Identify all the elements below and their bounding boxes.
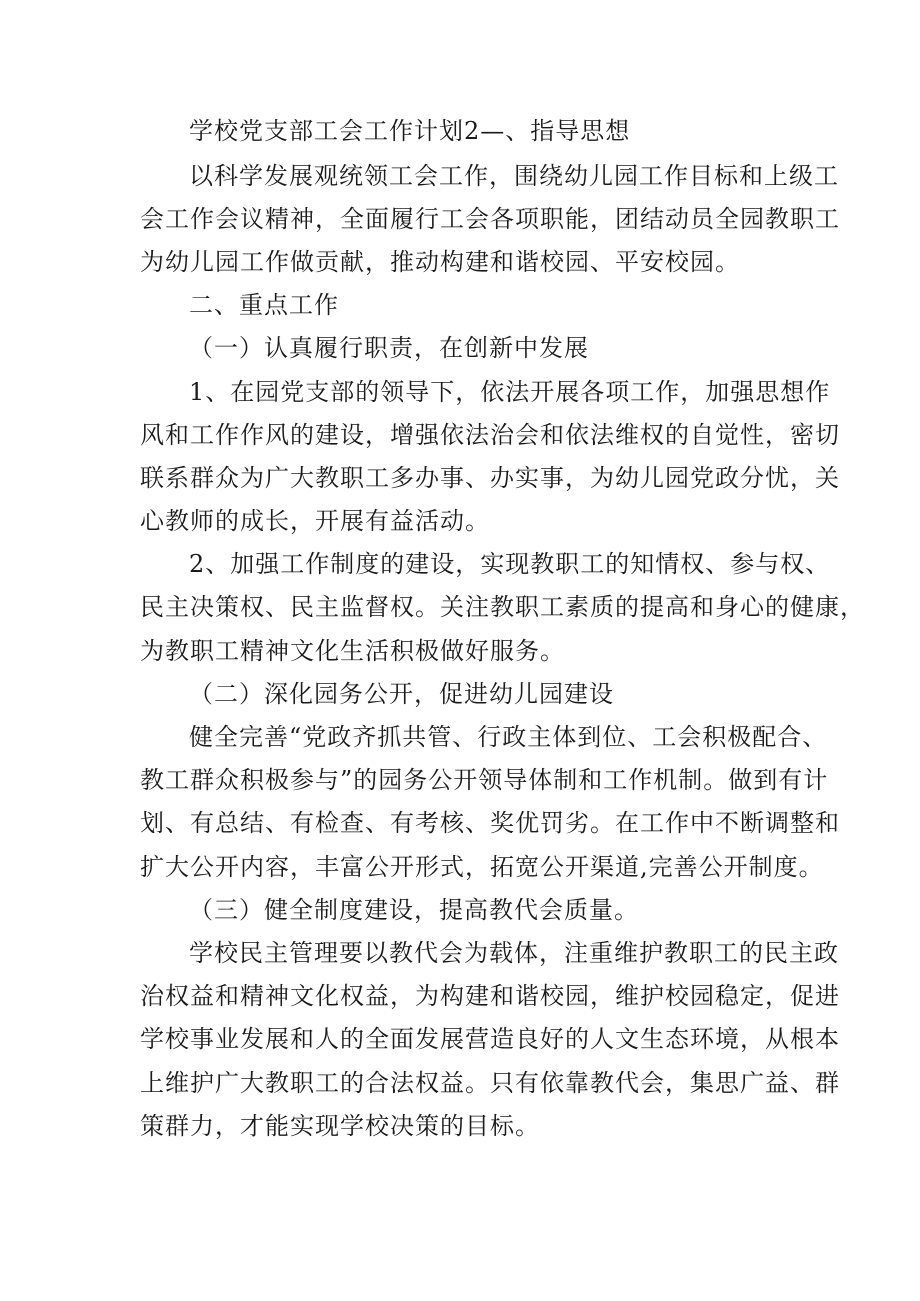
paragraph-line: 2、加强工作制度的建设，实现教职工的知情权、参与权、 [189, 550, 831, 578]
section-heading: 二、重点工作 [189, 291, 339, 319]
paragraph-line: 扩大公开内容，丰富公开形式，拓宽公开渠道,完善公开制度。 [140, 853, 824, 881]
paragraph-line: 为教职工精神文化生活积极做好服务。 [140, 637, 565, 665]
paragraph-line: 教工群众积极参与”的园务公开领导体制和工作机制。做到有计 [140, 766, 829, 794]
paragraph-line: 风和工作作风的建设，增强依法治会和依法维权的自觉性，密切 [140, 421, 840, 449]
subsection-heading: （三）健全制度建设，提高教代会质量。 [189, 896, 639, 924]
paragraph-line: 学校事业发展和人的全面发展营造良好的人文生态环境，从根本 [140, 1025, 840, 1053]
subsection-heading: （二）深化园务公开，促进幼儿园建设 [189, 680, 614, 708]
paragraph-line: 1、在园党支部的领导下，依法开展各项工作，加强思想作 [189, 378, 831, 406]
paragraph-line: 治权益和精神文化权益，为构建和谐校园，维护校园稳定，促进 [140, 982, 840, 1010]
paragraph-line: 划、有总结、有检查、有考核、奖优罚劣。在工作中不断调整和 [140, 809, 840, 837]
paragraph-line: 上维护广大教职工的合法权益。只有依靠教代会，集思广益、群 [140, 1069, 840, 1097]
paragraph-line: 学校民主管理要以教代会为载体，注重维护教职工的民主政 [189, 939, 839, 967]
subsection-heading: （一）认真履行职责，在创新中发展 [189, 334, 589, 362]
paragraph-line: 健全完善“党政齐抓共管、行政主体到位、工会积极配合、 [189, 723, 828, 751]
document-title-line: 学校党支部工会工作计划2—、指导思想 [189, 117, 631, 145]
paragraph-line: 心教师的成长，开展有益活动。 [140, 507, 490, 535]
paragraph-line: 为幼儿园工作做贡献，推动构建和谐校园、平安校园。 [140, 248, 740, 276]
paragraph-line: 联系群众为广大教职工多办事、办实事，为幼儿园党政分忧，关 [140, 464, 840, 492]
paragraph-line: 以科学发展观统领工会工作，围绕幼儿园工作目标和上级工 [189, 162, 839, 190]
paragraph-line: 民主决策权、民主监督权。关注教职工素质的提高和身心的健康， [140, 593, 865, 621]
paragraph-line: 会工作会议精神，全面履行工会各项职能，团结动员全园教职工 [140, 205, 840, 233]
paragraph-line: 策群力，才能实现学校决策的目标。 [140, 1112, 540, 1140]
